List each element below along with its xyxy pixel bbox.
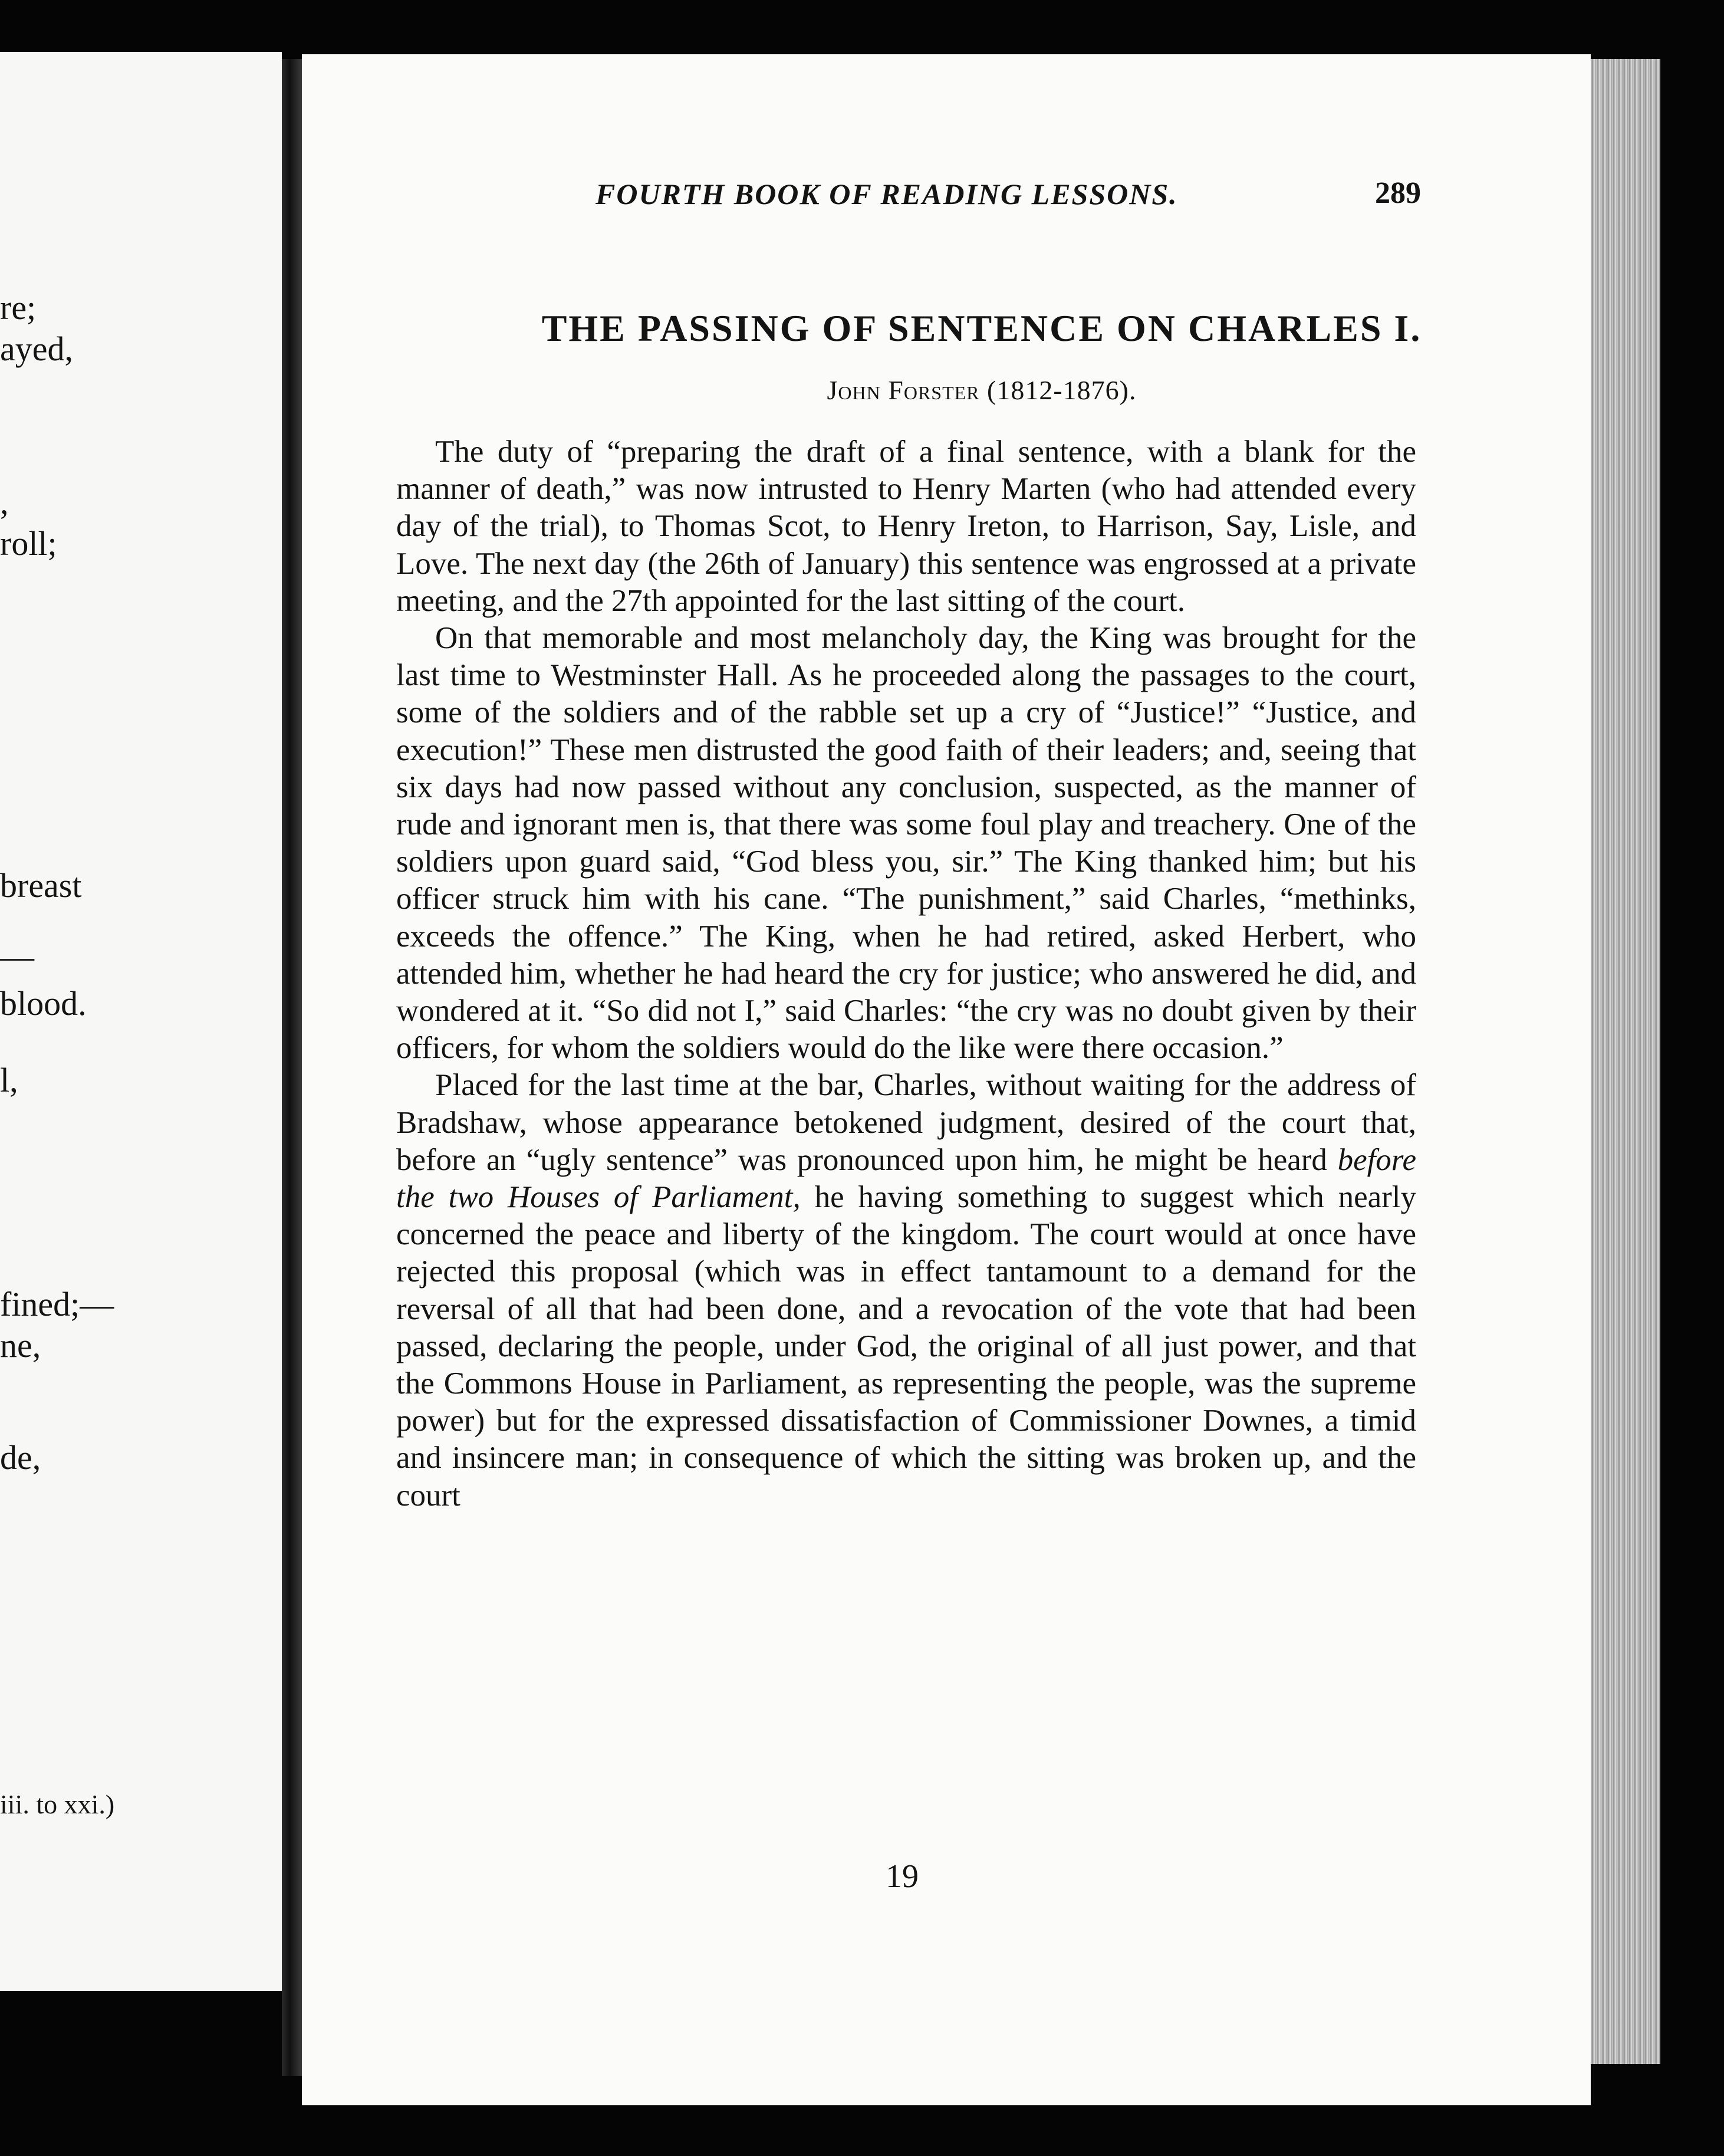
left-page-fragment: breast [0, 866, 82, 905]
left-facing-page [0, 52, 282, 1991]
book-gutter [282, 59, 302, 2076]
left-page-fragment: — [0, 937, 34, 975]
left-page-fragment: iii. to xxi.) [0, 1789, 115, 1819]
left-page-fragment: l, [0, 1061, 18, 1099]
left-page-fragment: fined;— [0, 1285, 114, 1323]
left-page-fragment: re; [0, 288, 37, 327]
paragraph-3-part-b: he having something to suggest which nearly concerned the peace and liberty of the kingdom. The court would at once have rejected this proposal (which was in effect tantamount to a demand for the reversal of all that had been done, and a revocation of the vote that had been passed, declaring the people, under God, the original of all just power, and that the Commons House in Parliament, as representing the people, was the supreme power) but for the expressed dissatisfaction of Commissioner Downes, a timid and insincere man; in consequence of which the sitting was broken up, and the court [396, 1180, 1416, 1513]
left-page-fragment: ayed, [0, 330, 73, 368]
left-page-fragment: blood. [0, 984, 87, 1023]
paragraph-3-italic: before the two Houses of Parliament, [396, 1142, 1416, 1215]
left-page-fragment: de, [0, 1438, 41, 1477]
article-body [396, 433, 1416, 1514]
page-number: 289 [1375, 176, 1421, 210]
left-page-fragment: ne, [0, 1326, 41, 1365]
paragraph-3 [396, 1067, 1416, 1514]
article-byline: John Forster (1812-1876). [827, 375, 1137, 405]
left-page-fragment: , [0, 483, 9, 521]
paragraph-3-part-a: Placed for the last time at the bar, Charles, without waiting for the address of Bradshaw, whose appearance betokened judgment, desired of the court that, before an “ugly sentence” was pronounced upon him, he might be heard [396, 1068, 1416, 1177]
left-page-fragment: roll; [0, 524, 57, 563]
paragraph-1: The duty of “preparing the draft of a final sentence, with a blank for the manner of death,” was now intrusted to Henry Marten (who had attended every day of the trial), to Thomas Scot, to Henry Ireton, to Harrison, Say, Lisle, and Love. The next day (the 26th of January) this sentence was engrossed at a private meeting, and the 27th appointed for the last sitting of the court. [396, 435, 1416, 618]
page-edges [1591, 59, 1660, 2064]
signature-mark: 19 [886, 1858, 919, 1895]
paragraph-2: On that memorable and most melancholy day, the King was brought for the last time to Westminster Hall. As he proceeded along the passages to the court, some of the soldiers and of the rabble set up a cry of “Justice!” “Justice, and execution!” These men distrusted the good faith of their leaders; and, seeing that six days had now passed without any conclusion, suspected, as the manner of rude and ignorant men is, that there was some foul play and treachery. One of the soldiers upon guard said, “God bless you, sir.” The King thanked him; but his officer struck him with his cane. “The punishment,” said Charles, “methinks, exceeds the offence.” The King, when he had retired, asked Herbert, who attended him, whether he had heard the cry for justice; who answered he did, and wondered at it. “So did not I,” said Charles: “the cry was no doubt given by their officers, for whom the soldiers would do the like were there occasion.” [396, 621, 1416, 1066]
running-head: FOURTH BOOK OF READING LESSONS. [595, 178, 1178, 211]
article-title: THE PASSING OF SENTENCE ON CHARLES I. [541, 307, 1422, 349]
